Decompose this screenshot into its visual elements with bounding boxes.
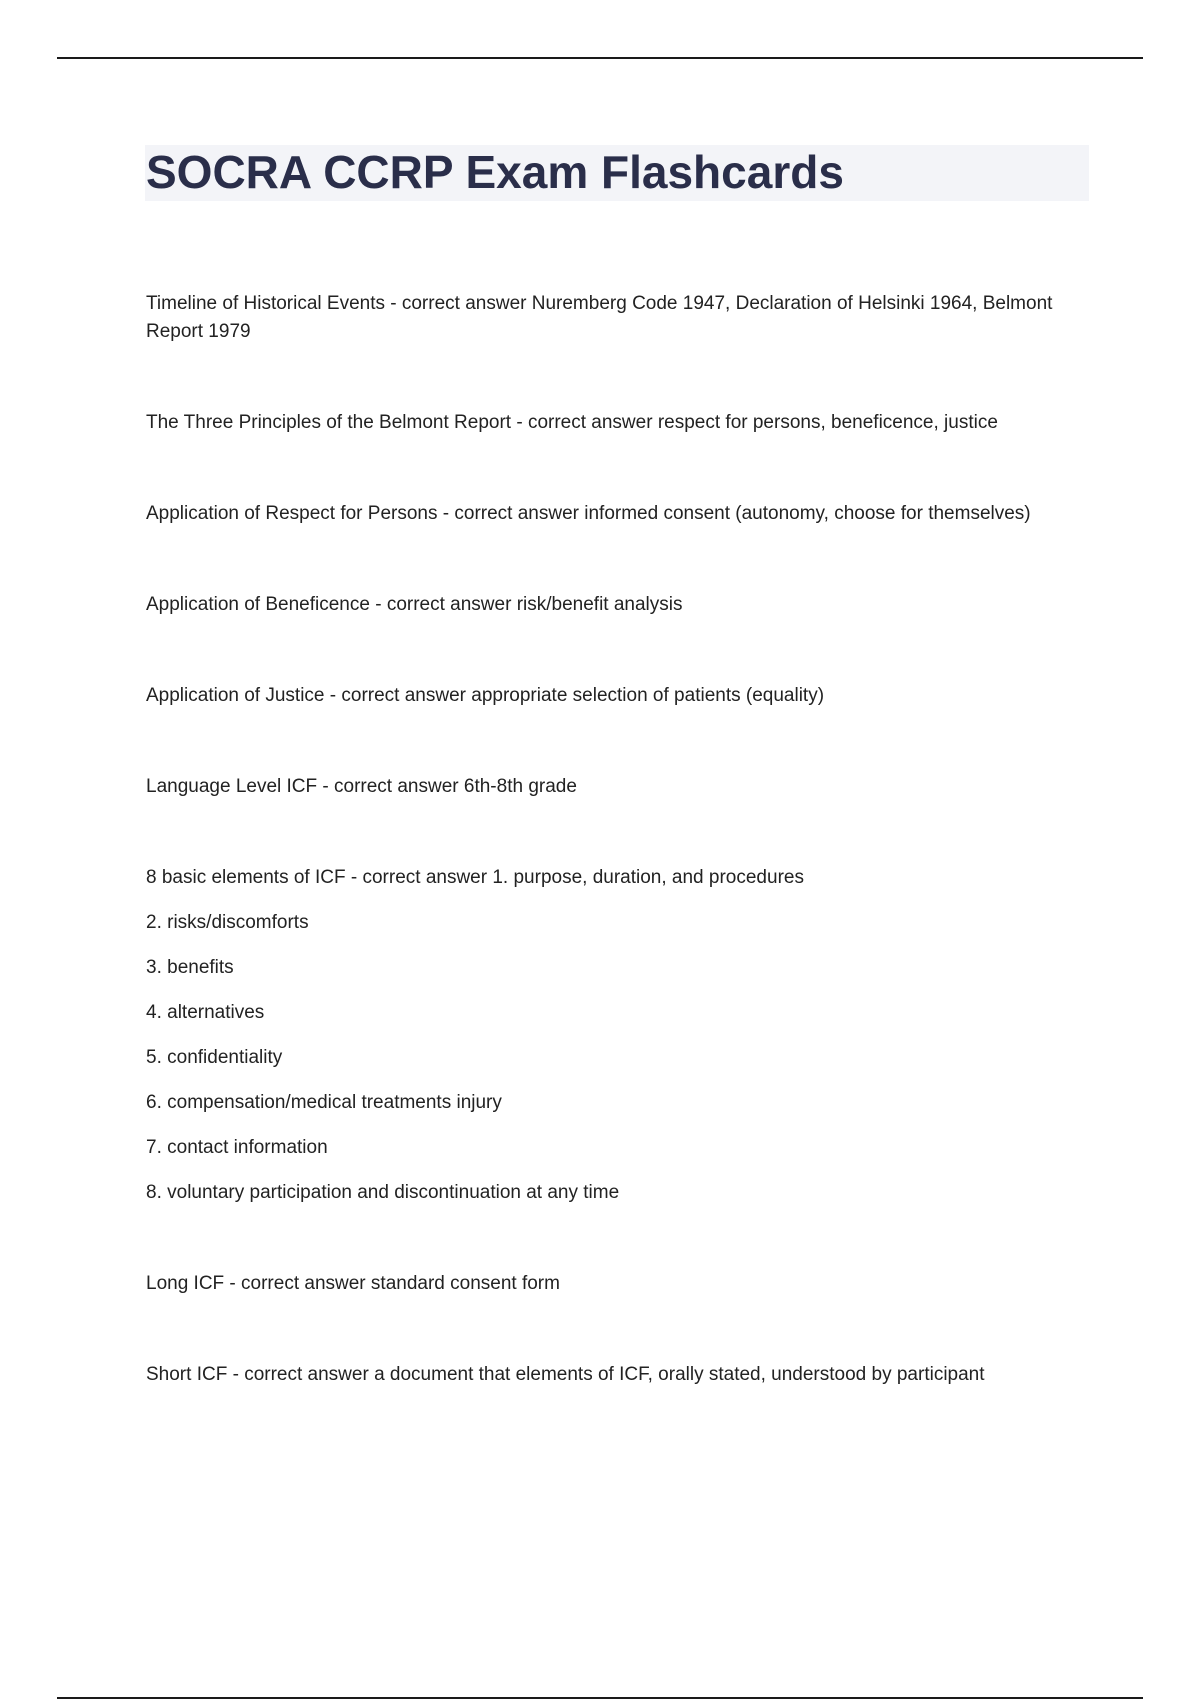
- flashcard-question: Timeline of Historical Events: [146, 293, 385, 314]
- flashcard: [146, 500, 1096, 528]
- flashcard-question: Application of Beneficence: [146, 594, 370, 615]
- flashcard-answer: Nuremberg Code 1947, Declaration of Helsinki 1964, Belmont Report 1979: [146, 293, 1053, 342]
- flashcard-question: Long ICF: [146, 1273, 225, 1294]
- flashcard: [146, 591, 1096, 619]
- flashcard-text: [146, 500, 1096, 528]
- flashcard-answer: standard consent form: [370, 1273, 560, 1294]
- answer-separator: - correct answer: [345, 867, 493, 888]
- answer-list-item: 3. benefits: [146, 957, 234, 978]
- flashcard: [146, 682, 1096, 710]
- answer-separator: - correct answer: [317, 776, 464, 797]
- flashcard-list: [146, 290, 1096, 1452]
- flashcard-answer: appropriate selection of patients (equality): [471, 685, 825, 706]
- flashcard-text: [146, 591, 1096, 619]
- answer-separator: - correct answer: [227, 1364, 375, 1385]
- answer-list-item: 8. voluntary participation and discontinuation at any time: [146, 1182, 620, 1203]
- answer-separator: - correct answer: [437, 503, 585, 524]
- answer-separator: - correct answer: [224, 1273, 371, 1294]
- flashcard-text: [146, 409, 1096, 437]
- flashcard-text: [146, 682, 1096, 710]
- answer-list-item: 4. alternatives: [146, 1002, 265, 1023]
- flashcard: [146, 290, 1096, 346]
- answer-separator: - correct answer: [384, 293, 532, 314]
- flashcard-question: Application of Respect for Persons: [146, 503, 438, 524]
- flashcard-question: The Three Principles of the Belmont Report: [146, 412, 512, 433]
- flashcard-answer: 6th-8th grade: [463, 776, 577, 797]
- flashcard-text: [146, 290, 1096, 346]
- flashcard: [146, 1361, 1096, 1389]
- flashcard-answer: a document that elements of ICF, orally stated, understood by participant: [374, 1364, 985, 1385]
- flashcard-question: 8 basic elements of ICF: [146, 867, 346, 888]
- flashcard: [146, 409, 1096, 437]
- answer-separator: - correct answer: [324, 685, 472, 706]
- flashcard-question: Application of Justice: [146, 685, 325, 706]
- answer-list-item: 6. compensation/medical treatments injury: [146, 1092, 502, 1113]
- page-title: SOCRA CCRP Exam Flashcards: [146, 146, 844, 198]
- top-rule: [57, 57, 1143, 59]
- flashcard-text: [146, 773, 1096, 801]
- flashcard-answer: 1. purpose, duration, and procedures: [492, 867, 804, 888]
- bottom-rule: [57, 1697, 1143, 1699]
- flashcard: [146, 1270, 1096, 1298]
- flashcard-text: [146, 1270, 1096, 1298]
- flashcard-answer: respect for persons, beneficence, justice: [657, 412, 998, 433]
- answer-separator: - correct answer: [369, 594, 517, 615]
- answer-list-item: 2. risks/discomforts: [146, 912, 309, 933]
- flashcard-question: Short ICF: [146, 1364, 228, 1385]
- flashcard-question: Language Level ICF: [146, 776, 318, 797]
- flashcard-answer: risk/benefit analysis: [516, 594, 683, 615]
- answer-list-item: 5. confidentiality: [146, 1047, 283, 1068]
- flashcard-answer: informed consent (autonomy, choose for themselves): [584, 503, 1031, 524]
- flashcard-text: [146, 864, 1096, 892]
- flashcard: [146, 864, 1096, 1207]
- flashcard: [146, 773, 1096, 801]
- flashcard-text: [146, 1361, 1096, 1389]
- answer-list-item: 7. contact information: [146, 1137, 328, 1158]
- answer-separator: - correct answer: [511, 412, 658, 433]
